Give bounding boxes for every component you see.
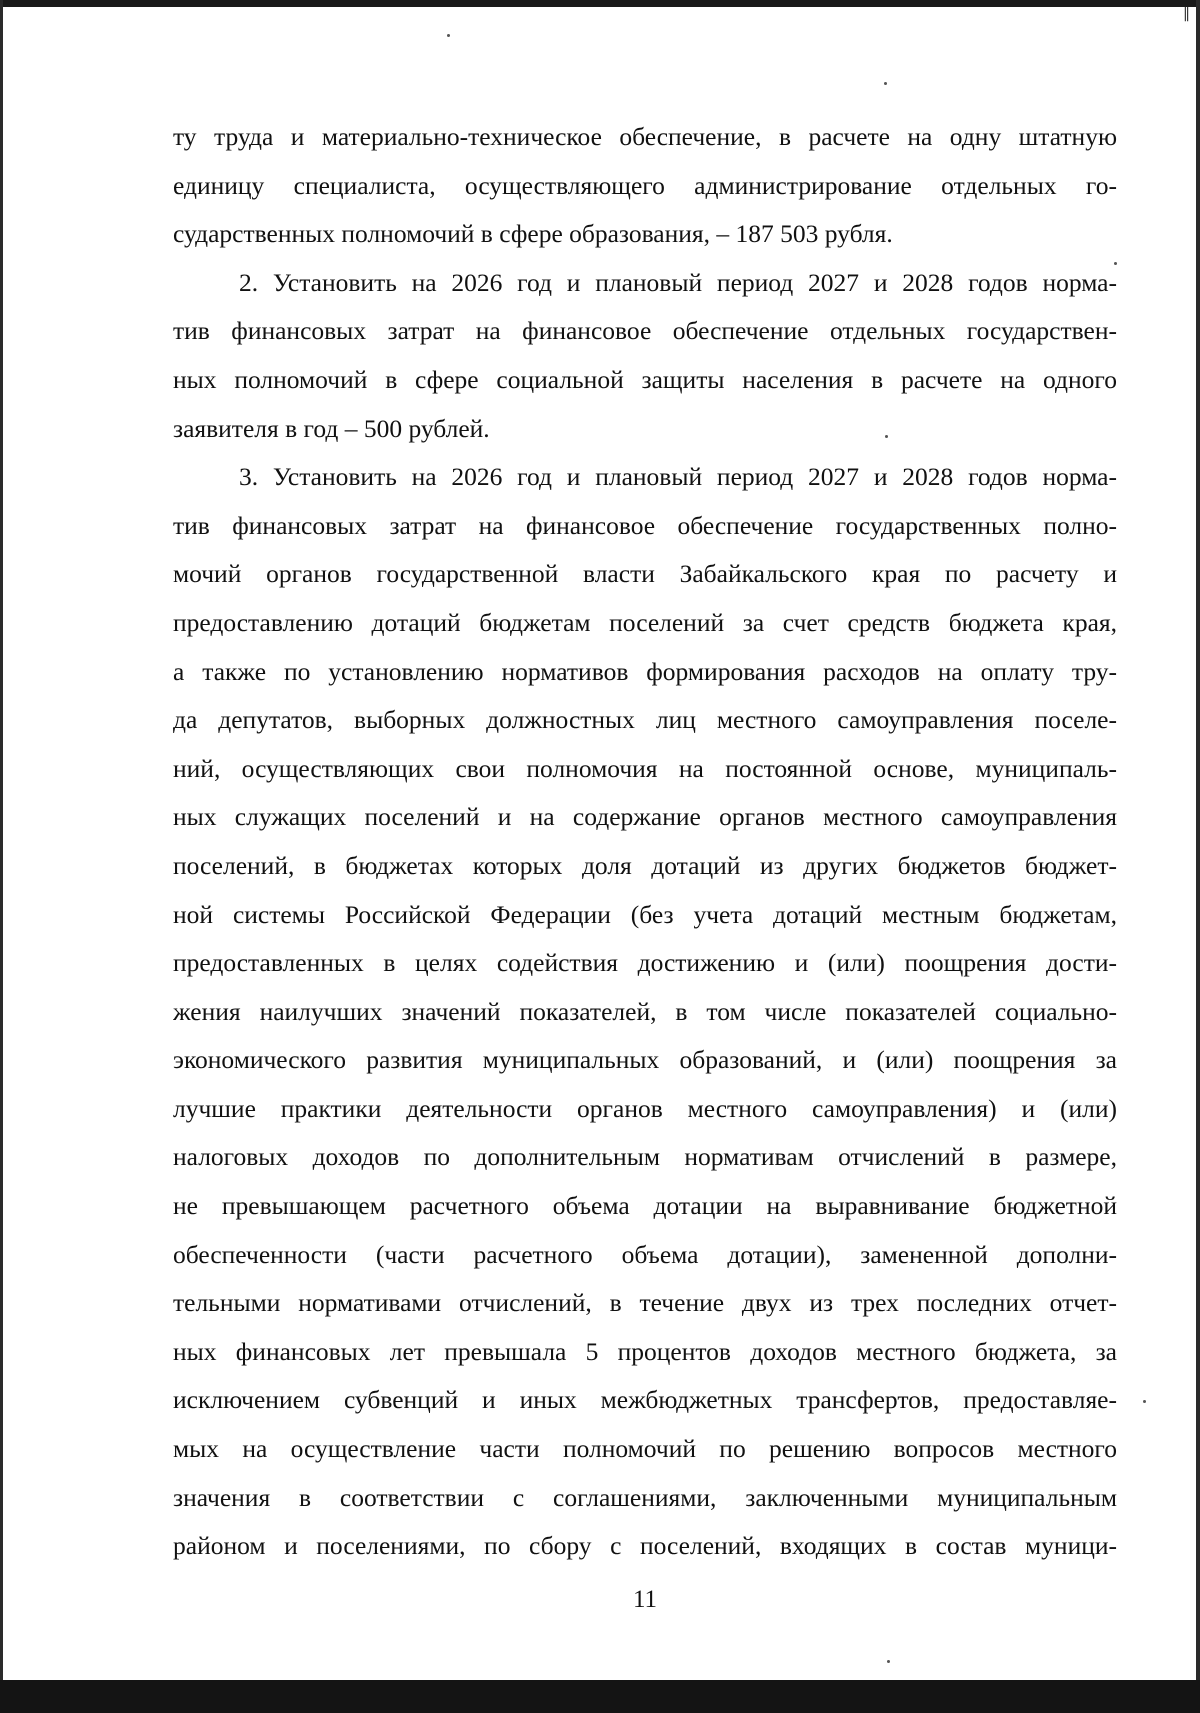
scan-border-top — [0, 0, 1200, 7]
text-line: не превышающем расчетного объема дотации на выравнивание бюджетной — [173, 1191, 1117, 1221]
scan-border-bottom — [0, 1680, 1200, 1713]
scan-border-left — [0, 0, 3, 1680]
scan-speck — [884, 82, 887, 85]
text-line: ных полномочий в сфере социальной защиты населения в расчете на одного — [173, 364, 1117, 394]
text-line: предоставленных в целях содействия достижению и (или) поощрения дости- — [173, 948, 1117, 978]
paragraph-item-2 — [173, 259, 1117, 453]
text-line: исключением субвенций и иных межбюджетных трансфертов, предоставляе- — [173, 1385, 1117, 1415]
text-line: лучшие практики деятельности органов местного самоуправления) и (или) — [173, 1093, 1117, 1123]
text-line: обеспеченности (части расчетного объема дотации), замененной дополни- — [173, 1239, 1117, 1269]
text-line: ных служащих поселений и на содержание органов местного самоуправления — [173, 802, 1117, 832]
text-line: экономического развития муниципальных образований, и (или) поощрения за — [173, 1045, 1117, 1075]
text-line: налоговых доходов по дополнительным нормативам отчислений в размере, — [173, 1142, 1117, 1172]
scan-speck — [887, 1660, 890, 1663]
text-line: тельными нормативами отчислений, в течение двух из трех последних отчет- — [173, 1288, 1117, 1318]
text-line: районом и поселениями, по сбору с поселений, входящих в состав муници- — [173, 1531, 1117, 1561]
page-number: 11 — [632, 1586, 658, 1613]
paragraph-continuation — [173, 113, 1117, 259]
paragraph-item-3 — [173, 453, 1117, 1571]
text-line: а также по установлению нормативов формирования расходов на оплату тру- — [173, 656, 1117, 686]
document-body — [173, 113, 1117, 1571]
text-line: тив финансовых затрат на финансовое обеспечение отдельных государствен- — [173, 316, 1117, 346]
text-line: сударственных полномочий в сфере образования, – 187 503 рубля. — [173, 219, 893, 249]
scan-corner-mark: ‖ — [1183, 6, 1190, 22]
text-line: предоставлению дотаций бюджетам поселений за счет средств бюджета края, — [173, 607, 1117, 637]
text-line: единицу специалиста, осуществляющего администрирование отдельных го- — [173, 170, 1117, 200]
text-line: 2. Установить на 2026 год и плановый период 2027 и 2028 годов норма- — [239, 267, 1117, 297]
scan-speck — [1143, 1400, 1146, 1403]
text-line: жения наилучших значений показателей, в том числе показателей социально- — [173, 996, 1117, 1026]
text-line: заявителя в год – 500 рублей. — [173, 413, 490, 443]
text-line: ной системы Российской Федерации (без учета дотаций местным бюджетам, — [173, 899, 1117, 929]
text-line: значения в соответствии с соглашениями, заключенными муниципальным — [173, 1482, 1117, 1512]
text-line: 3. Установить на 2026 год и плановый период 2027 и 2028 годов норма- — [239, 462, 1117, 492]
scan-speck — [447, 34, 450, 37]
text-line: ту труда и материально-техническое обеспечение, в расчете на одну штатную — [173, 122, 1117, 151]
text-line: да депутатов, выборных должностных лиц местного самоуправления поселе- — [173, 705, 1117, 735]
text-line: тив финансовых затрат на финансовое обеспечение государственных полно- — [173, 510, 1117, 540]
text-line: поселений, в бюджетах которых доля дотаций из других бюджетов бюджет- — [173, 850, 1117, 880]
text-line: ных финансовых лет превышала 5 процентов доходов местного бюджета, за — [173, 1336, 1117, 1366]
scan-border-right — [1196, 0, 1200, 1680]
text-line: мых на осуществление части полномочий по решению вопросов местного — [173, 1434, 1117, 1464]
text-line: мочий органов государственной власти Забайкальского края по расчету и — [173, 559, 1117, 589]
text-line: ний, осуществляющих свои полномочия на постоянной основе, муниципаль- — [173, 753, 1117, 783]
